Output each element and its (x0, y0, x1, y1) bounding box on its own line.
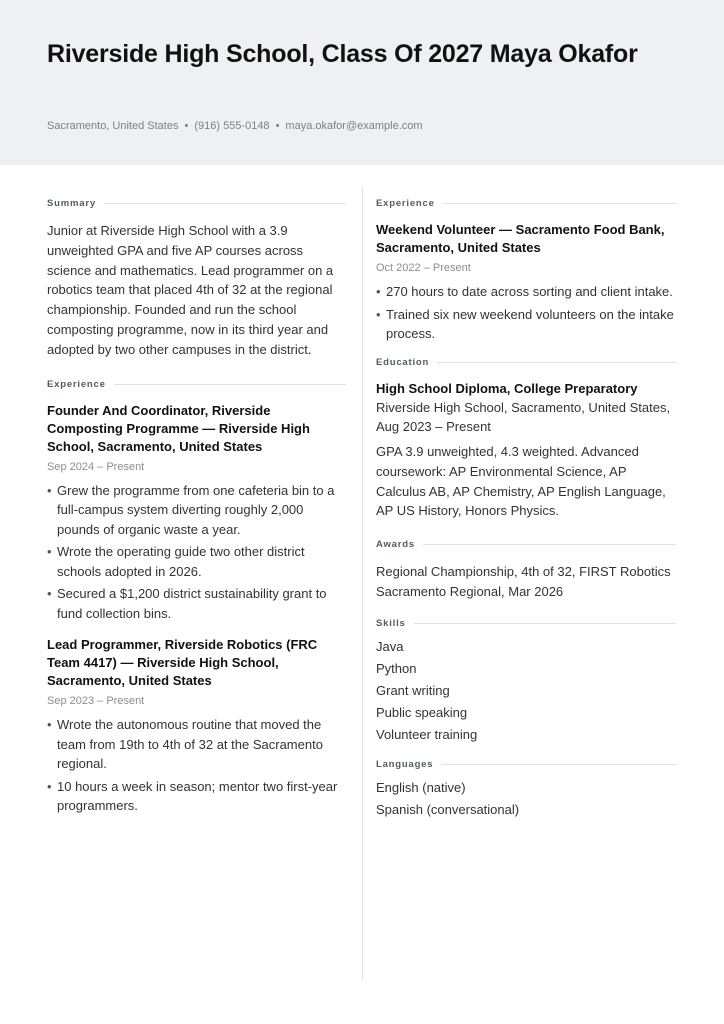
section-header (376, 618, 676, 629)
section-header (47, 198, 346, 209)
section-header (376, 759, 676, 770)
job-bullets (47, 481, 346, 624)
language-item: English (native) (376, 779, 466, 795)
job-date: Sep 2023 – Present (47, 695, 145, 708)
skill-item: Volunteer training (376, 726, 478, 742)
section-rule (414, 623, 676, 624)
section-header (376, 539, 676, 550)
section-rule (114, 384, 346, 385)
section-rule (443, 203, 676, 204)
skills-list (376, 636, 676, 746)
degree-title: High School Diploma, College Preparatory (376, 380, 638, 396)
section-title: Awards (376, 539, 415, 551)
experience-section (47, 379, 346, 816)
contact-line (47, 120, 423, 132)
section-title: Summary (47, 198, 96, 209)
bullet-item: • Secured a $1,200 district sustainability grant to fund collection bins. (47, 584, 346, 623)
section-title: Skills (376, 617, 406, 629)
job-title: Lead Programmer, Riverside Robotics (FRC Team 4417) — Riverside High School, Sacramento, United States (47, 637, 318, 689)
job-entry (47, 402, 346, 624)
skill-item: Grant writing (376, 682, 450, 698)
skills-section (376, 618, 676, 746)
section-rule (441, 764, 676, 765)
award-text: Regional Championship, 4th of 32, FIRST Robotics Sacramento Regional, Mar 2026 (376, 564, 671, 600)
skill-item: Python (376, 660, 417, 676)
bullet-item: • Grew the programme from one cafeteria bin to a full-campus system diverting roughly 2,000 pounds of organic waste a year. (47, 481, 346, 540)
job-entry (47, 636, 346, 816)
bullet-item: • Wrote the autonomous routine that moved the team from 19th to 4th of 32 at the Sacramento regional. (47, 715, 346, 774)
section-title: Experience (47, 378, 106, 390)
left-column (47, 198, 346, 816)
resume-header (0, 0, 724, 165)
section-title: Languages (376, 758, 434, 770)
job-date: Sep 2024 – Present (47, 460, 145, 473)
section-header (376, 198, 676, 209)
volunteer-experience-section (376, 198, 676, 344)
bullet-item: • 270 hours to date across sorting and client intake. (376, 282, 676, 302)
section-title: Education (376, 356, 430, 368)
section-header (376, 357, 676, 368)
section-header (47, 379, 346, 390)
languages-list (376, 777, 676, 821)
summary-text: Junior at Riverside High School with a 3.9 unweighted GPA and five AP courses across science and mathematics. Lead programmer on a robotics team that placed 4th of 32 at the regional championship. Founded and run the school composting programme, now in its third year and adopted by two other campuses in the district. (47, 223, 334, 357)
section-rule (437, 362, 676, 363)
education-details: GPA 3.9 unweighted, 4.3 weighted. Advanced coursework: AP Environmental Science, AP Calculus AB, AP Chemistry, AP English Language, AP US History, Honors Physics. (376, 444, 666, 519)
job-date: Oct 2022 – Present (376, 262, 471, 274)
right-column (376, 198, 676, 821)
section-rule (423, 544, 676, 545)
languages-section (376, 759, 676, 821)
summary-section (47, 198, 346, 360)
candidate-name: Riverside High School, Class Of 2027 Maya Okafor (47, 40, 638, 68)
language-item: Spanish (conversational) (376, 801, 520, 817)
education-section (376, 357, 676, 522)
school-text: Riverside High School, Sacramento, United States, Aug 2023 – Present (376, 399, 671, 435)
bullet-item: • Wrote the operating guide two other district schools adopted in 2026. (47, 542, 346, 581)
bullet-item: • 10 hours a week in season; mentor two first-year programmers. (47, 777, 346, 816)
job-title: Founder And Coordinator, Riverside Composting Programme — Riverside High School, Sacramento, United States (47, 402, 310, 454)
skill-item: Public speaking (376, 704, 468, 720)
section-title: Experience (376, 198, 435, 209)
location-text: Sacramento, United States (47, 120, 179, 132)
email-text: maya.okafor@example.com (285, 120, 423, 132)
phone-text: (916) 555-0148 (194, 120, 270, 132)
job-title: Weekend Volunteer — Sacramento Food Bank, Sacramento, United States (376, 222, 665, 255)
job-entry (376, 221, 676, 344)
awards-section (376, 539, 676, 602)
contact-separator: • (184, 120, 189, 132)
job-bullets (376, 282, 676, 344)
bullet-item: • Trained six new weekend volunteers on the intake process. (376, 305, 676, 344)
section-rule (104, 203, 346, 204)
column-divider (362, 186, 363, 980)
skill-item: Java (376, 638, 404, 654)
contact-separator: • (275, 120, 280, 132)
job-bullets (47, 715, 346, 816)
